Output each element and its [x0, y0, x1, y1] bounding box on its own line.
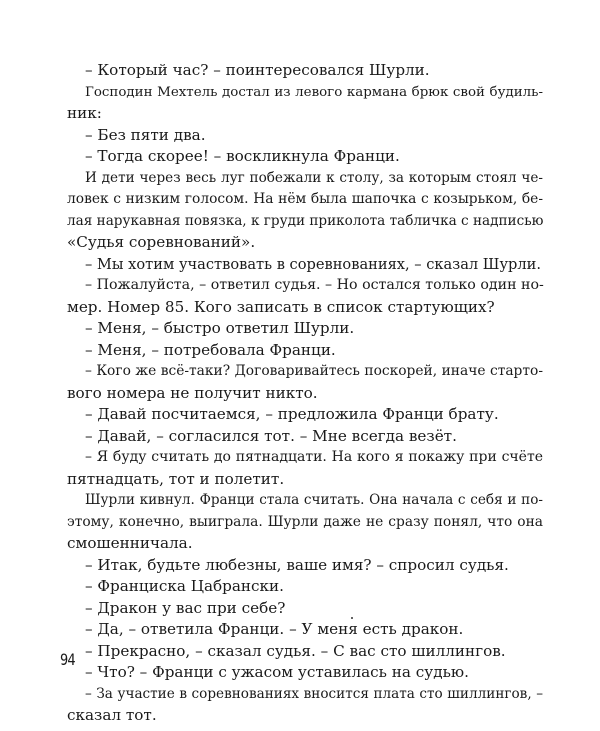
text-line: – Меня, – быстро ответил Шурли.	[85, 319, 355, 337]
text-line: И дети через весь луг побежали к столу, за которым стоял че-	[85, 169, 543, 186]
text-line: – Давай, – согласился тот. – Мне всегда везёт.	[85, 426, 457, 445]
text-line: вого номера не получит никто.	[67, 383, 318, 402]
text-line: – Тогда скорее! – воскликнула Франци.	[85, 147, 400, 165]
text-line: – Меня, – потребовала Франци.	[85, 340, 336, 359]
text-line: – Пожалуйста, – ответил судья. – Но остался только один но-	[85, 277, 544, 293]
text-line: – Прекрасно, – сказал судья. – С вас сто шиллингов.	[85, 641, 506, 660]
text-line: – Да, – ответила Франци. – У меня есть дракон.	[85, 620, 464, 638]
text-line: – Итак, будьте любезны, ваше имя? – спросил судья.	[85, 555, 509, 574]
text-line: – Кого же всё-таки? Договаривайтесь поскорей, иначе старто-	[85, 363, 543, 379]
text-line: Господин Мехтель достал из левого кармана брюк свой будиль-	[85, 84, 543, 100]
text-line: «Судья соревнований».	[67, 233, 256, 251]
text-line: мер. Номер 85. Кого записать в список стартующих?	[67, 297, 495, 316]
text-line: этому, конечно, выиграла. Шурли даже не сразу понял, что она	[67, 513, 543, 530]
text-line: – Франциска Цабрански.	[85, 577, 284, 595]
print-speck	[351, 617, 353, 619]
text-line: – Что? – Франци с ужасом уставилась на судью.	[85, 663, 469, 681]
text-line: – За участие в соревнованиях вносится плата сто шиллингов, –	[85, 685, 543, 702]
text-line: – Дракон у вас при себе?	[85, 598, 286, 617]
text-line: лая нарукавная повязка, к груди приколота табличка с надписью	[67, 212, 544, 229]
page-body-text	[67, 60, 543, 727]
text-line: смошенничала.	[67, 534, 193, 552]
text-line: пятнадцать, тот и полетит.	[67, 469, 285, 488]
text-line: сказал тот.	[67, 706, 157, 724]
text-line: – Без пяти два.	[85, 125, 206, 144]
text-line: – Я буду считать до пятнадцати. На кого я покажу при счёте	[85, 449, 543, 465]
text-line: – Который час? – поинтересовался Шурли.	[85, 61, 430, 79]
text-line: – Давай посчитаемся, – предложила Франци брату.	[85, 405, 499, 423]
text-line: ник:	[67, 104, 102, 122]
page-number: 94	[60, 650, 75, 669]
text-line: – Мы хотим участвовать в соревнованиях, – сказал Шурли.	[85, 255, 542, 273]
text-line: Шурли кивнул. Франци стала считать. Она начала с себя и по-	[85, 492, 543, 508]
text-line: ловек с низким голосом. На нём была шапочка с козырьком, бе-	[67, 191, 543, 207]
